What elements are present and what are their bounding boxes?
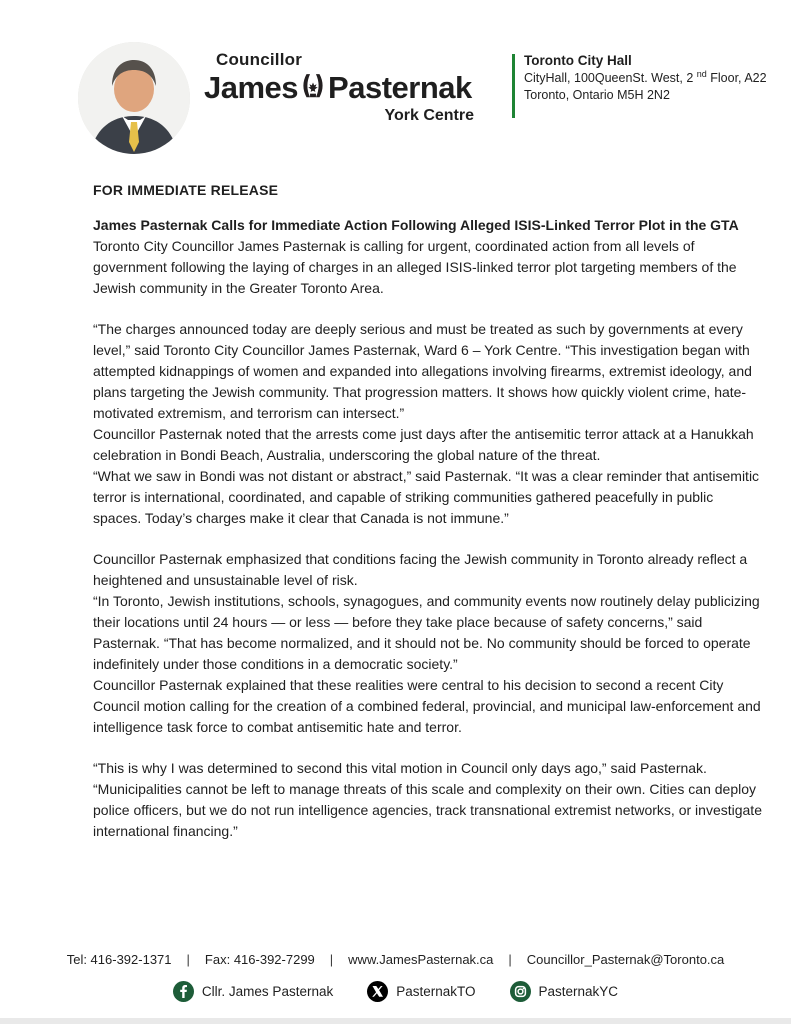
press-release-paragraph: “In Toronto, Jewish institutions, schools, synagogues, and community events now routinely delay publicizing their locations until 24 hours — or less — before they take place because of safety concerns,” said Pasternak. “That has become normalized, and it should not be. No community should be forced to operate indefinitely under those conditions in a democratic society.” [93, 593, 760, 672]
separator: | [186, 952, 190, 967]
press-release-paragraph: Councillor Pasternak explained that these realities were central to his decision to second a recent City Council motion calling for the creation of a combined federal, provincial, and municipal law-enforcement and intelligence task force to combat antisemitic hate and terror. [93, 677, 761, 735]
social-item [173, 981, 333, 1002]
address-line-2: Toronto, Ontario M5H 2N2 [524, 88, 670, 102]
councillor-title: Councillor [216, 50, 303, 69]
instagram-icon [510, 981, 531, 1002]
press-release-body [93, 180, 765, 842]
footer [0, 952, 791, 1002]
portrait-illustration [78, 42, 190, 154]
separator: | [508, 952, 512, 967]
councillor-name [204, 70, 476, 106]
fax: Fax: 416-392-7299 [204, 952, 315, 967]
press-release-paragraph: Toronto City Councillor James Pasternak is calling for urgent, coordinated action from all levels of government following the laying of charges in an alleged ISIS-linked terror plot targeting members of the Jewish community in the Greater Toronto Area. [93, 238, 737, 296]
social-handle: Cllr. James Pasternak [201, 984, 334, 999]
telephone: Tel: 416-392-1371 [66, 952, 172, 967]
press-release-paragraph: Councillor Pasternak emphasized that conditions facing the Jewish community in Toronto already reflect a heightened and unsustainable level of risk. [93, 551, 748, 588]
green-divider [512, 54, 515, 118]
page-edge [0, 1018, 791, 1024]
press-release-paragraph: “This is why I was determined to second this vital motion in Council only days ago,” said Pasternak. “Municipalities cannot be left to manage threats of this scale and complexity on their own. Cities can deploy police officers, but we do not run intelligence agencies, track transnational extremist networks, or investigate international financing.” [93, 760, 762, 839]
social-item [367, 981, 475, 1002]
x-icon [367, 981, 388, 1002]
contact-line [0, 952, 791, 967]
social-handle: PasternakTO [396, 984, 476, 999]
facebook-icon [173, 981, 194, 1002]
councillor-logo [204, 50, 476, 125]
headline: James Pasternak Calls for Immediate Action Following Alleged ISIS-Linked Terror Plot in the GTA [93, 217, 739, 233]
press-release-paragraph: “The charges announced today are deeply serious and must be treated as such by governments at every level,” said Toronto City Councillor James Pasternak, Ward 6 – York Centre. “This investigation began with attempted kidnappings of women and expanded into allegations involving firearms, extremist ideology, and plans targeting the Jewish community. That progression matters. It shows how quickly violent crime, hate-motivated extremism, and terrorism can intersect.” [93, 321, 752, 421]
letterhead [0, 0, 791, 160]
website: www.JamesPasternak.ca [348, 952, 494, 967]
email: Councillor_Pasternak@Toronto.ca [526, 952, 725, 967]
name-first: James [204, 70, 299, 105]
address-line-1: CityHall, 100QueenSt. West, 2 $^{nd}$ Floor, A22 [524, 68, 767, 85]
councillor-photo [78, 42, 190, 154]
social-item [510, 981, 619, 1002]
social-handle: PasternakYC [538, 984, 619, 999]
ward-name: York Centre [384, 107, 474, 124]
press-release-paragraph: “What we saw in Bondi was not distant or abstract,” said Pasternak. “It was a clear reminder that antisemitic terror is international, coordinated, and capable of striking communities gathered peacefully in public spaces. Today’s charges make it clear that Canada is not immune.” [93, 468, 760, 526]
release-label: FOR IMMEDIATE RELEASE [93, 182, 279, 198]
city-hall-icon [300, 71, 326, 107]
separator: | [329, 952, 334, 967]
address-title: Toronto City Hall [524, 53, 632, 68]
office-address [524, 52, 767, 105]
name-last: Pasternak [328, 70, 472, 105]
social-row [0, 981, 791, 1002]
press-release-paragraph: Councillor Pasternak noted that the arrests come just days after the antisemitic terror attack at a Hanukkah celebration in Bondi Beach, Australia, underscoring the global nature of the threat. [93, 426, 754, 463]
